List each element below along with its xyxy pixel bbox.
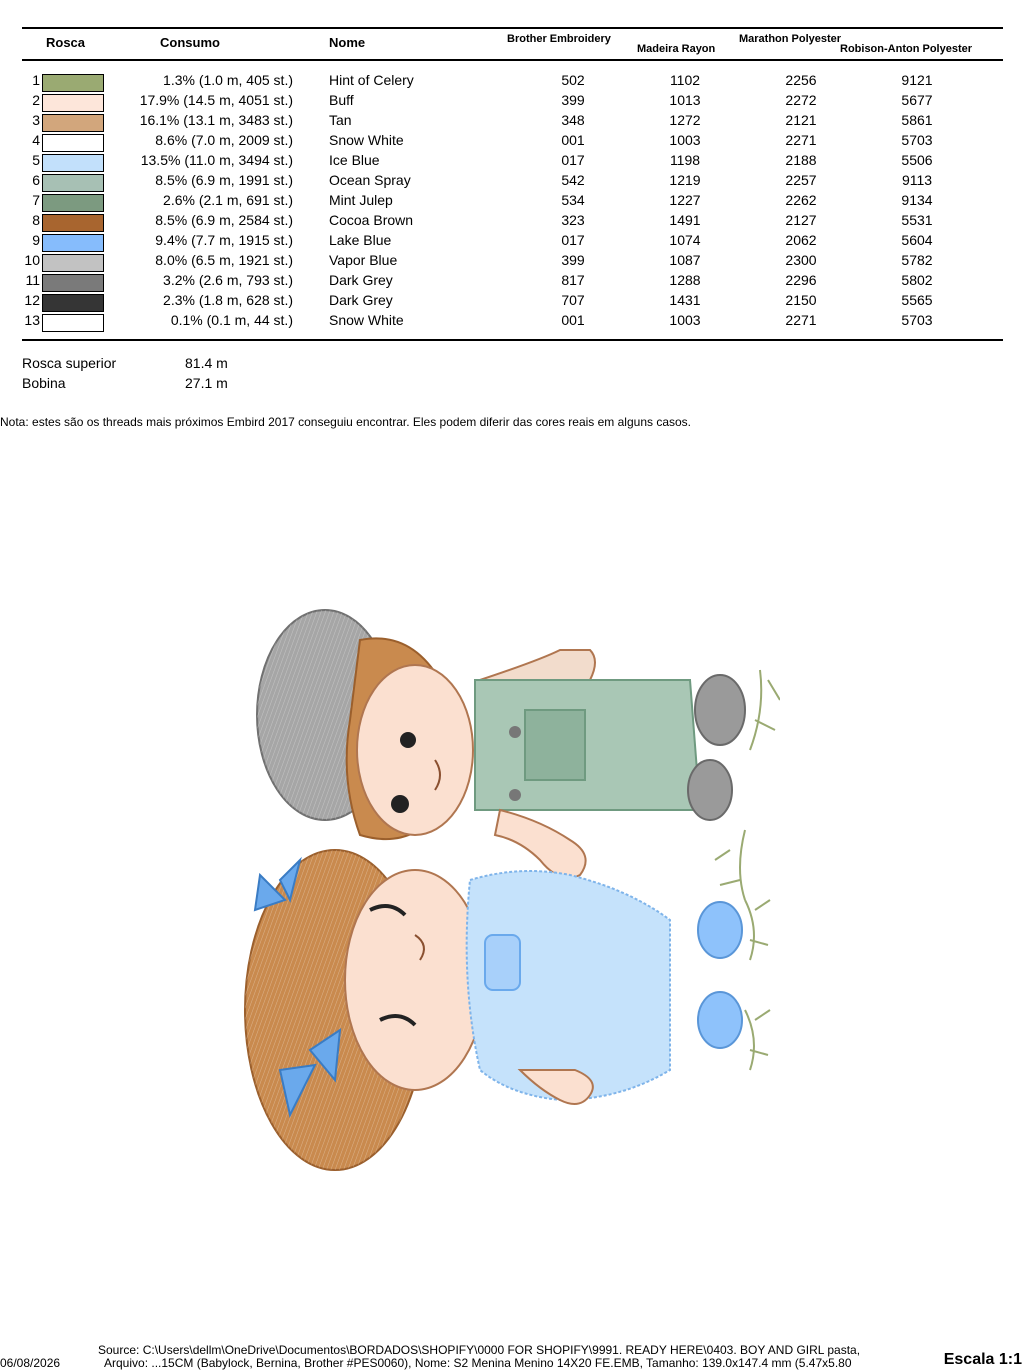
thread-number: 8 <box>32 212 40 228</box>
marathon-code: 2271 <box>785 132 817 148</box>
thread-name: Mint Julep <box>329 192 393 208</box>
madeira-code: 1013 <box>669 92 701 108</box>
thread-consumption: 1.3% (1.0 m, 405 st.) <box>163 72 293 88</box>
table-row <box>0 152 1024 172</box>
robison-code: 9134 <box>901 192 933 208</box>
robison-code: 5531 <box>901 212 933 228</box>
table-row <box>0 72 1024 92</box>
marathon-code: 2262 <box>785 192 817 208</box>
header-rosca: Rosca <box>46 35 86 50</box>
robison-code: 9113 <box>901 172 933 188</box>
thread-consumption: 8.5% (6.9 m, 2584 st.) <box>155 212 293 228</box>
footer-arquivo: Arquivo: ...15CM (Babylock, Bernina, Brother #PES0060), Nome: S2 Menina Menino 14X20 FE.EMB, Tamanho: 139.0x147.4 mm (5.47x5.80 <box>104 1356 852 1370</box>
robison-code: 5506 <box>901 152 933 168</box>
table-row <box>0 212 1024 232</box>
brother-code: 001 <box>561 312 585 328</box>
thread-consumption: 9.4% (7.7 m, 1915 st.) <box>155 232 293 248</box>
madeira-code: 1272 <box>669 112 701 128</box>
thread-consumption: 3.2% (2.6 m, 793 st.) <box>163 272 293 288</box>
madeira-code: 1198 <box>669 152 701 168</box>
thread-name: Lake Blue <box>329 232 392 248</box>
thread-number: 1 <box>32 72 40 88</box>
robison-code: 5677 <box>901 92 933 108</box>
robison-code: 5782 <box>901 252 933 268</box>
madeira-code: 1491 <box>669 212 701 228</box>
robison-code: 5565 <box>901 292 933 308</box>
brother-code: 017 <box>561 152 585 168</box>
brother-code: 399 <box>561 252 585 268</box>
color-swatch <box>42 214 104 232</box>
brother-code: 017 <box>561 232 585 248</box>
marathon-code: 2300 <box>785 252 817 268</box>
robison-code: 5703 <box>901 312 933 328</box>
thread-name: Snow White <box>329 132 404 148</box>
robison-code: 9121 <box>901 72 933 88</box>
table-row <box>0 312 1024 332</box>
table-row <box>0 172 1024 192</box>
thread-name: Snow White <box>329 312 404 328</box>
robison-code: 5861 <box>901 112 933 128</box>
brother-code: 817 <box>561 272 585 288</box>
rosca-superior-label: Rosca superior <box>22 355 117 371</box>
robison-code: 5703 <box>901 132 933 148</box>
madeira-code: 1087 <box>669 252 701 268</box>
table-row <box>0 132 1024 152</box>
thread-consumption: 16.1% (13.1 m, 3483 st.) <box>139 112 293 128</box>
thread-consumption: 13.5% (11.0 m, 3494 st.) <box>140 152 293 168</box>
thread-number: 6 <box>32 172 40 188</box>
madeira-code: 1003 <box>669 132 701 148</box>
header-rule <box>22 59 1003 61</box>
color-swatch <box>42 94 104 112</box>
note-text: Nota: estes são os threads mais próximos Embird 2017 conseguiu encontrar. Eles podem diferir das cores reais em alguns casos. <box>0 415 692 429</box>
thread-name: Tan <box>329 112 352 128</box>
madeira-code: 1431 <box>669 292 701 308</box>
thread-name: Buff <box>329 92 354 108</box>
header-madeira: Madeira Rayon <box>637 43 716 55</box>
brother-code: 001 <box>561 132 585 148</box>
brother-code: 399 <box>561 92 585 108</box>
color-swatch <box>42 174 104 192</box>
thread-consumption: 17.9% (14.5 m, 4051 st.) <box>139 92 293 108</box>
color-swatch <box>42 234 104 252</box>
marathon-code: 2296 <box>785 272 817 288</box>
marathon-code: 2121 <box>785 112 817 128</box>
table-row <box>0 272 1024 292</box>
color-swatch <box>42 274 104 292</box>
footer-source: Source: C:\Users\dellm\OneDrive\Documentos\BORDADOS\SHOPIFY\0000 FOR SHOPIFY\9991. READY HERE\0403. BOY AND GIRL pasta, <box>98 1343 861 1357</box>
thread-consumption: 0.1% (0.1 m, 44 st.) <box>170 312 293 328</box>
header-marathon: Marathon Polyester <box>739 33 842 45</box>
thread-name: Hint of Celery <box>329 72 414 88</box>
thread-number: 9 <box>32 232 40 248</box>
table-row <box>0 92 1024 112</box>
thread-consumption: 2.6% (2.1 m, 691 st.) <box>163 192 293 208</box>
color-swatch <box>42 254 104 272</box>
header-brother: Brother Embroidery <box>507 33 611 45</box>
thread-name: Cocoa Brown <box>329 212 414 228</box>
marathon-code: 2272 <box>785 92 817 108</box>
bobina-label: Bobina <box>22 375 66 391</box>
brother-code: 534 <box>561 192 585 208</box>
marathon-code: 2256 <box>785 72 817 88</box>
color-swatch <box>42 154 104 172</box>
thread-number: 3 <box>32 112 40 128</box>
thread-name: Dark Grey <box>329 292 393 308</box>
madeira-code: 1102 <box>669 72 701 88</box>
table-row <box>0 232 1024 252</box>
color-swatch <box>42 314 104 332</box>
table-bottom-rule <box>22 339 1003 341</box>
brother-code: 502 <box>561 72 585 88</box>
thread-number: 12 <box>24 292 40 308</box>
table-row <box>0 292 1024 312</box>
thread-name: Ocean Spray <box>329 172 411 188</box>
madeira-code: 1074 <box>669 232 701 248</box>
marathon-code: 2127 <box>785 212 817 228</box>
brother-code: 707 <box>561 292 585 308</box>
embroidery-design-image <box>240 600 780 1180</box>
marathon-code: 2188 <box>785 152 817 168</box>
thread-number: 10 <box>24 252 40 268</box>
thread-number: 7 <box>32 192 40 208</box>
marathon-code: 2062 <box>785 232 817 248</box>
table-row <box>0 252 1024 272</box>
marathon-code: 2150 <box>785 292 817 308</box>
madeira-code: 1288 <box>669 272 701 288</box>
marathon-code: 2257 <box>785 172 817 188</box>
madeira-code: 1227 <box>669 192 701 208</box>
thread-consumption: 8.6% (7.0 m, 2009 st.) <box>155 132 293 148</box>
color-swatch <box>42 74 104 92</box>
thread-number: 13 <box>24 312 40 328</box>
brother-code: 542 <box>561 172 585 188</box>
thread-name: Vapor Blue <box>329 252 398 268</box>
table-top-rule <box>22 27 1003 29</box>
thread-consumption: 8.0% (6.5 m, 1921 st.) <box>155 252 293 268</box>
footer-date: 06/08/2026 <box>0 1356 61 1370</box>
robison-code: 5604 <box>901 232 933 248</box>
table-row <box>0 192 1024 212</box>
thread-number: 4 <box>32 132 40 148</box>
header-nome: Nome <box>329 35 366 50</box>
girl-figure <box>245 850 770 1170</box>
thread-name: Dark Grey <box>329 272 393 288</box>
thread-number: 11 <box>25 272 40 288</box>
color-swatch <box>42 134 104 152</box>
bobina-value: 27.1 m <box>185 375 228 391</box>
robison-code: 5802 <box>901 272 933 288</box>
madeira-code: 1219 <box>669 172 701 188</box>
marathon-code: 2271 <box>785 312 817 328</box>
brother-code: 348 <box>561 112 585 128</box>
thread-number: 2 <box>32 92 40 108</box>
thread-name: Ice Blue <box>329 152 380 168</box>
header-consumo: Consumo <box>160 35 220 50</box>
madeira-code: 1003 <box>669 312 701 328</box>
brother-code: 323 <box>561 212 585 228</box>
thread-consumption: 2.3% (1.8 m, 628 st.) <box>163 292 293 308</box>
scale-label: Escala 1:1 <box>943 1351 1022 1368</box>
rosca-superior-value: 81.4 m <box>185 355 228 371</box>
thread-number: 5 <box>32 152 40 168</box>
color-swatch <box>42 194 104 212</box>
thread-consumption: 8.5% (6.9 m, 1991 st.) <box>155 172 293 188</box>
table-row <box>0 112 1024 132</box>
color-swatch <box>42 114 104 132</box>
header-robison: Robison-Anton Polyester <box>840 43 973 55</box>
color-swatch <box>42 294 104 312</box>
